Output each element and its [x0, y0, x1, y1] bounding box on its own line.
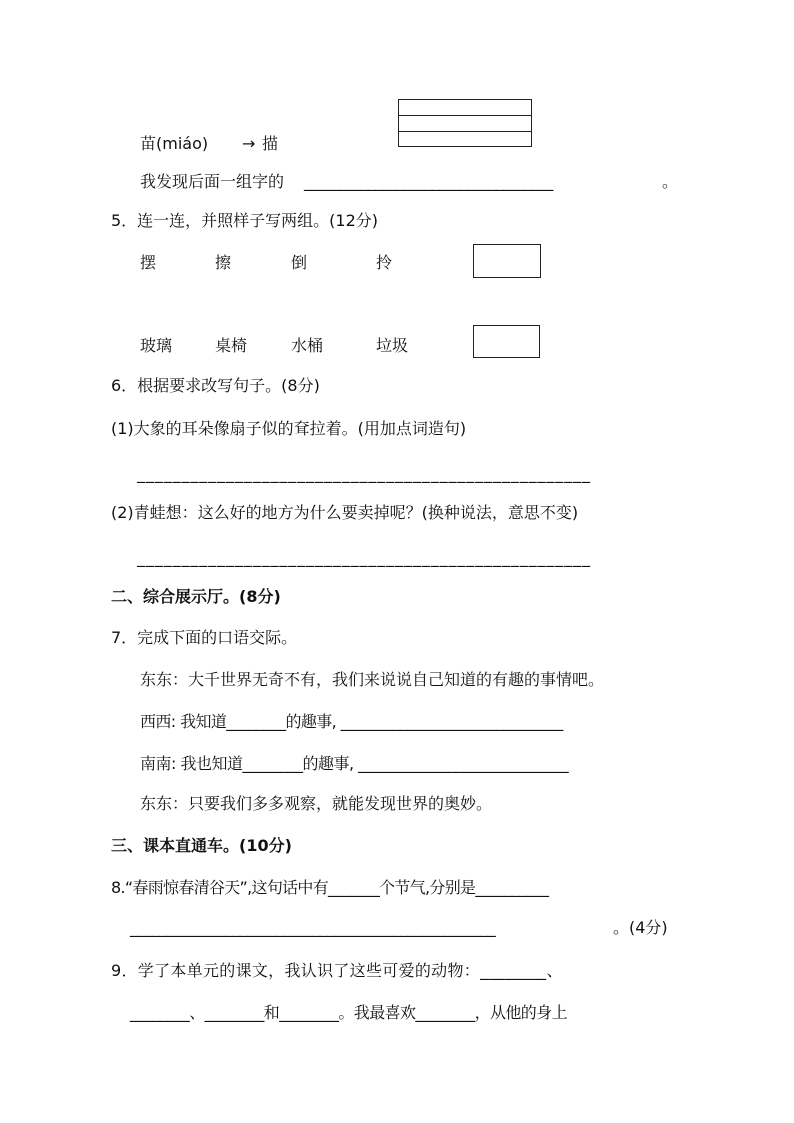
q6-item-1: (1)大象的耳朵像扇子似的耷拉着。(用加点词造句) — [111, 419, 467, 438]
q8-line-1[interactable]: 8.“春雨惊春清谷天”,这句话中有_______个节气,分别是__________ — [111, 878, 549, 897]
answer-box-top[interactable] — [398, 99, 532, 147]
miao-character: 苗(miáo) — [140, 134, 209, 153]
q5-answer-box-2[interactable] — [473, 325, 540, 358]
dialogue-line-3[interactable]: 南南: 我也知道________的趣事, ____________________________ — [140, 754, 569, 773]
conclusion-blank[interactable]: ___________________________________ — [304, 172, 553, 191]
q5-answer-box-1[interactable] — [473, 244, 541, 278]
conclusion-end: 。 — [662, 172, 679, 191]
q8-line-2-blank[interactable]: __________________________________________________ — [130, 918, 496, 937]
q5-word-6[interactable]: 桌椅 — [215, 336, 248, 355]
q5-word-5[interactable]: 玻璃 — [140, 336, 173, 355]
q5-word-3[interactable]: 倒 — [291, 253, 308, 272]
q5-word-2[interactable]: 擦 — [215, 253, 232, 272]
q6-answer-line-1[interactable]: ___________________________________________________ — [137, 464, 591, 483]
q8-line-2-end: 。(4分) — [613, 918, 668, 937]
q5-word-8[interactable]: 垃圾 — [376, 336, 409, 355]
q6-title: 6．根据要求改写句子。(8分) — [111, 376, 320, 395]
conclusion-prefix: 我发现后面一组字的 — [140, 172, 285, 191]
dialogue-line-4: 东东：只要我们多多观察，就能发现世界的奥妙。 — [140, 794, 493, 813]
dialogue-line-1: 东东：大千世界无奇不有，我们来说说自己知道的有趣的事情吧。 — [140, 670, 605, 689]
section-3-title: 三、课本直通车。(10分) — [111, 836, 292, 855]
q5-title: 5．连一连，并照样子写两组。(12分) — [111, 211, 379, 230]
answer-box-line-2 — [398, 131, 532, 132]
section-2-title: 二、综合展示厅。(8分) — [111, 587, 281, 606]
dialogue-line-2[interactable]: 西西: 我知道________的趣事, ______________________________ — [140, 712, 563, 731]
q9-line-1[interactable]: 9．学了本单元的课文，我认识了这些可爱的动物：________、 — [111, 961, 563, 980]
arrow-icon: → — [242, 134, 256, 153]
answer-box-line-1 — [398, 115, 532, 116]
q6-answer-line-2[interactable]: ___________________________________________________ — [137, 548, 591, 567]
q7-title: 7．完成下面的口语交际。 — [111, 628, 298, 647]
q5-word-4[interactable]: 拎 — [376, 253, 393, 272]
q5-word-7[interactable]: 水桶 — [291, 336, 324, 355]
q9-line-2[interactable]: ________、________和________。我最喜欢________，从他的身上 — [130, 1003, 568, 1022]
q6-item-2: (2)青蛙想：这么好的地方为什么要卖掉呢？(换种说法，意思不变) — [111, 503, 579, 522]
q5-word-1[interactable]: 摆 — [140, 253, 157, 272]
miao-result: 描 — [262, 134, 279, 153]
